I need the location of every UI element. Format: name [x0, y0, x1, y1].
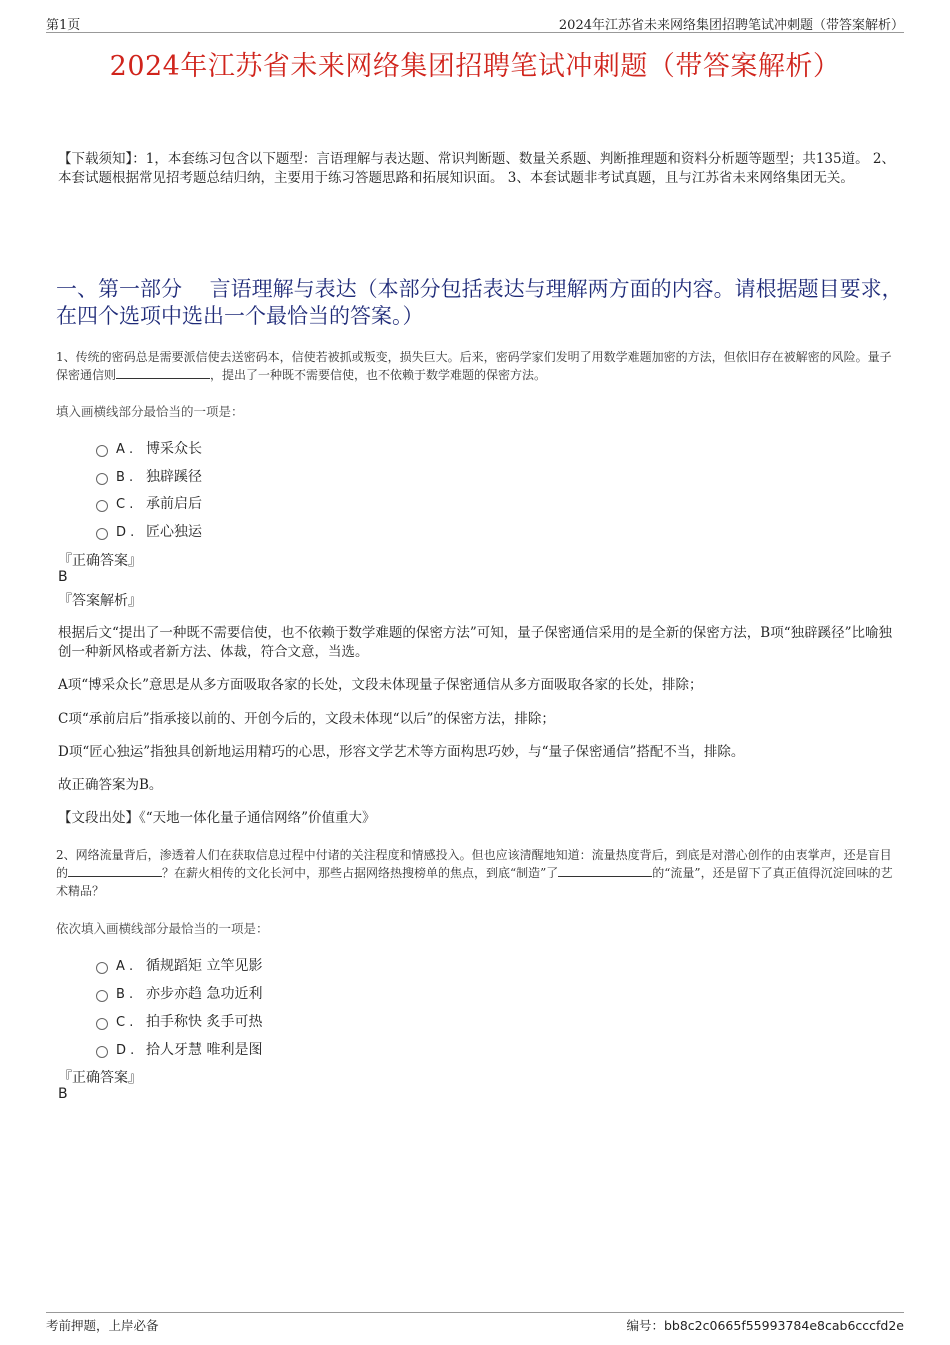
- analysis-paragraph: C项“承前启后”指承接以前的、开创今后的，文段未体现“以后”的保密方法，排除；: [58, 711, 555, 727]
- radio-icon[interactable]: [96, 962, 108, 974]
- radio-icon[interactable]: [96, 1018, 108, 1030]
- question-2-option-b[interactable]: B . 亦步亦趋 急功近利: [96, 983, 262, 1003]
- radio-icon[interactable]: [96, 445, 108, 457]
- question-1-option-c[interactable]: C . 承前启后: [96, 493, 202, 513]
- question-1-text: 1、传统的密码总是需要派信使去送密码本，信使若被抓或叛变，损失巨大。后来，密码学家们发明了用数学难题加密的方法，但依旧存在被解密的风险。量子保密通信则 ，提出了一种既不需要信使，也不依赖于数学难题的保密方法。: [56, 350, 892, 382]
- radio-icon[interactable]: [96, 990, 108, 1002]
- question-1-option-b[interactable]: B . 独辟蹊径: [96, 466, 202, 486]
- page-header: [46, 14, 904, 33]
- analysis-paragraph: 根据后文“提出了一种既不需要信使，也不依赖于数学难题的保密方法”可知，量子保密通信采用的是全新的保密方法，B项“独辟蹊径”比喻独创一种新风格或者新方法、体裁，符合文意，当选。: [58, 625, 893, 660]
- answer-blank: [68, 864, 162, 877]
- answer-blank: [558, 864, 652, 877]
- page-number: 第1页: [46, 18, 81, 33]
- download-notice: 【下载须知】：1，本套练习包含以下题型：言语理解与表达题、常识判断题、数量关系题、判断推理题和资料分析题等题型；共135道。 2、本套试题根据常见招考题总结归纳，主要用于练习答题思路和拓展知识面。 3、本套试题非考试真题，且与江苏省未来网络集团无关。: [58, 151, 895, 186]
- question-2-option-d[interactable]: D . 拾人牙慧 唯利是图: [96, 1039, 262, 1059]
- radio-icon[interactable]: [96, 500, 108, 512]
- question-1-option-d[interactable]: D . 匠心独运: [96, 521, 202, 541]
- question-1-option-a[interactable]: A . 博采众长: [96, 438, 202, 458]
- question-2-prompt: 依次填入画横线部分最恰当的一项是：: [56, 921, 269, 936]
- radio-icon[interactable]: [96, 1046, 108, 1058]
- answer-blank: [116, 366, 210, 379]
- question-1-prompt: 填入画横线部分最恰当的一项是：: [56, 404, 244, 419]
- question-2-text: 2、网络流量背后，渗透着人们在获取信息过程中付诸的关注程度和情感投入。但也应该清醒地知道：流量热度背后，到底是对潜心创作的由衷掌声，还是盲目的 ？在薪火相传的文化长河中，那些占据网络热搜榜单的焦点，到底“制造”了 的“流量”，还是留下了真正值得沉淀回味的艺术精品？: [56, 848, 893, 898]
- radio-icon[interactable]: [96, 528, 108, 540]
- analysis-paragraph: A项“博采众长”意思是从多方面吸取各家的长处，文段未体现量子保密通信从多方面吸取各家的长处，排除；: [58, 677, 703, 693]
- correct-answer: B: [58, 569, 68, 585]
- running-title: 2024年江苏省未来网络集团招聘笔试冲刺题（带答案解析）: [558, 18, 904, 33]
- answer-label: 『正确答案』: [58, 553, 142, 569]
- analysis-conclusion: 故正确答案为B。: [58, 777, 163, 793]
- correct-answer: B: [58, 1086, 68, 1102]
- answer-label: 『正确答案』: [58, 1070, 142, 1086]
- radio-icon[interactable]: [96, 473, 108, 485]
- analysis-label: 『答案解析』: [58, 593, 142, 609]
- question-2-option-a[interactable]: A . 循规蹈矩 立竿见影: [96, 955, 262, 975]
- text-source: 【文段出处】《“天地一体化量子通信网络”价值重大》: [58, 810, 376, 826]
- footer-slogan: 考前押题，上岸必备: [46, 1318, 159, 1333]
- section-heading: 一、第一部分 言语理解与表达（本部分包括表达与理解两方面的内容。请根据题目要求，在四个选项中选出一个最恰当的答案。）: [56, 277, 903, 328]
- page-footer: [46, 1312, 904, 1333]
- analysis-paragraph: D项“匠心独运”指独具创新地运用精巧的心思，形容文学艺术等方面构思巧妙，与“量子保密通信”搭配不当，排除。: [58, 744, 745, 760]
- question-2-option-c[interactable]: C . 拍手称快 炙手可热: [96, 1011, 262, 1031]
- document-title: 2024年江苏省未来网络集团招聘笔试冲刺题（带答案解析）: [109, 51, 841, 82]
- document-code: 编号：bb8c2c0665f55993784e8cab6cccfd2e: [626, 1318, 904, 1333]
